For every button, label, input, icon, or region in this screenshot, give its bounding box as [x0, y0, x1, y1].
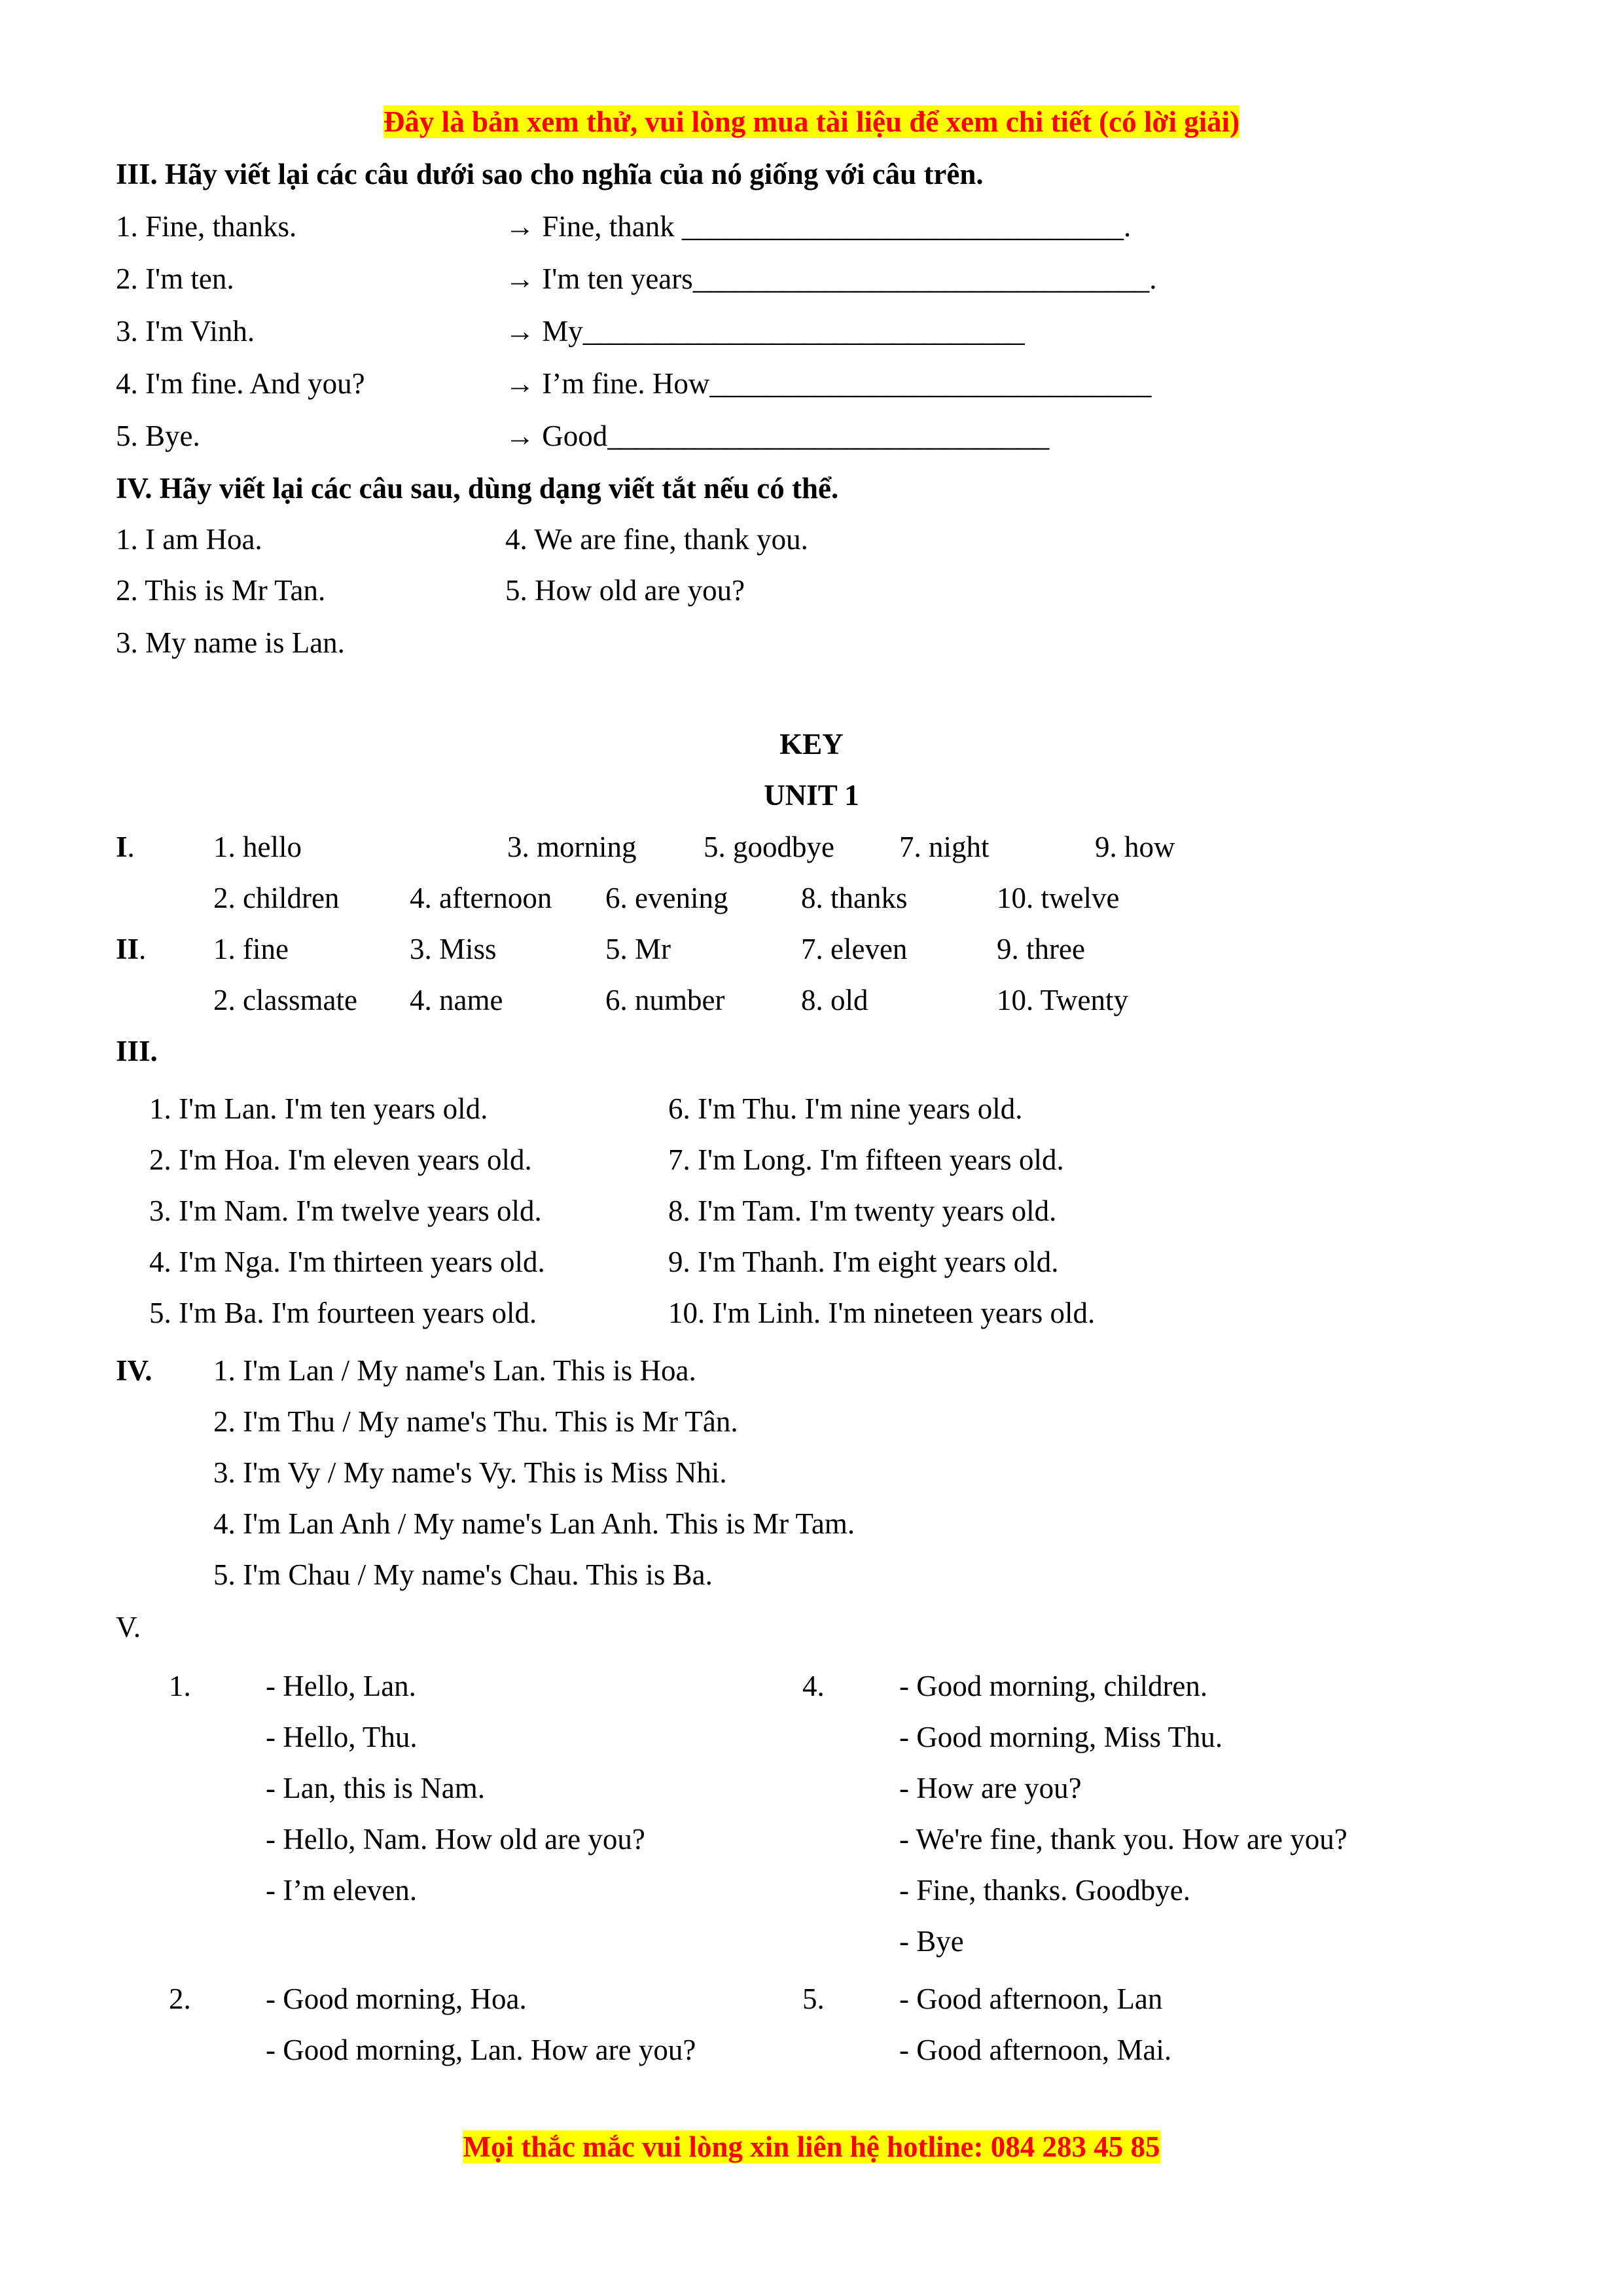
exercise-answer-blank: → I'm ten years_______________________________. [505, 262, 1157, 295]
key-answer: 6. I'm Thu. I'm nine years old. [668, 1092, 1023, 1125]
dialogue-number: 1. [169, 1670, 191, 1702]
key-answer: 6. evening [605, 882, 728, 914]
key-answer: 2. children [213, 882, 340, 914]
dialogue-number: 5. [802, 1982, 825, 2015]
key-answer: 7. I'm Long. I'm fifteen years old. [668, 1143, 1064, 1176]
key-answer: 5. Mr [605, 933, 671, 965]
dialogue-line: - Lan, this is Nam. [266, 1772, 485, 1804]
section-3-title: III. Hãy viết lại các câu dưới sao cho nghĩa của nó giống với câu trên. [116, 158, 984, 190]
dialogue-line: - Good afternoon, Mai. [899, 2034, 1172, 2066]
exercise-answer-blank: → Good______________________________ [505, 420, 1050, 452]
dialogue-line: - Hello, Nam. How old are you? [266, 1823, 645, 1856]
hotline-notice [0, 2128, 1623, 2165]
key-answer: 5. I'm Chau / My name's Chau. This is Ba. [213, 1558, 713, 1591]
key-answer: 5. goodbye [704, 831, 834, 863]
exercise-item: 1. Fine, thanks. [116, 210, 297, 243]
dialogue-line: - I’m eleven. [266, 1874, 418, 1907]
key-answer: 9. how [1095, 831, 1175, 863]
preview-notice [0, 103, 1623, 140]
key-answer: 8. thanks [801, 882, 908, 914]
section-4-title: IV. Hãy viết lại các câu sau, dùng dạng viết tắt nếu có thể. [116, 472, 839, 505]
exercise-answer-blank: → My______________________________ [505, 315, 1025, 348]
dialogue-line: - Good morning, Lan. How are you? [266, 2034, 696, 2066]
key-answer: 6. number [605, 984, 725, 1016]
exercise-item: 2. This is Mr Tan. [116, 574, 326, 607]
dialogue-line: - Fine, thanks. Goodbye. [899, 1874, 1190, 1907]
hotline-notice-text: Mọi thắc mắc vui lòng xin liên hệ hotline: 084 283 45 85 [463, 2130, 1160, 2163]
dialogue-line: - Bye [899, 1925, 964, 1958]
exercise-answer-blank: → Fine, thank ______________________________. [505, 210, 1132, 243]
key-answer: 4. name [410, 984, 503, 1016]
key-answer: 1. fine [213, 933, 289, 965]
key-answer: 8. old [801, 984, 868, 1016]
key-answer: 7. eleven [801, 933, 908, 965]
key-answer: 10. twelve [997, 882, 1120, 914]
key-answer: 10. Twenty [997, 984, 1129, 1016]
exercise-item: 5. Bye. [116, 420, 200, 452]
dialogue-number: 2. [169, 1982, 191, 2015]
key-answer: 1. hello [213, 831, 302, 863]
dialogue-number: 4. [802, 1670, 825, 1702]
exercise-item: 3. I'm Vinh. [116, 315, 255, 348]
dialogue-line: - Good morning, Miss Thu. [899, 1721, 1223, 1753]
key-part-2-label: II. [116, 933, 147, 965]
key-answer: 4. I'm Nga. I'm thirteen years old. [149, 1246, 545, 1278]
key-answer: 3. Miss [410, 933, 497, 965]
key-answer: 3. I'm Nam. I'm twelve years old. [149, 1194, 542, 1227]
key-part-4-label: IV. [116, 1354, 152, 1387]
key-answer: 5. I'm Ba. I'm fourteen years old. [149, 1297, 537, 1329]
dialogue-line: - Hello, Thu. [266, 1721, 418, 1753]
unit-title: UNIT 1 [764, 779, 859, 812]
exercise-item: 3. My name is Lan. [116, 626, 345, 659]
key-answer: 1. I'm Lan. I'm ten years old. [149, 1092, 488, 1125]
exercise-item: 5. How old are you? [505, 574, 745, 607]
preview-notice-text: Đây là bản xem thử, vui lòng mua tài liệu để xem chi tiết (có lời giải) [383, 105, 1240, 138]
key-answer: 1. I'm Lan / My name's Lan. This is Hoa. [213, 1354, 696, 1387]
key-answer: 2. I'm Thu / My name's Thu. This is Mr Tân. [213, 1405, 738, 1438]
exercise-item: 2. I'm ten. [116, 262, 234, 295]
key-answer: 4. afternoon [410, 882, 552, 914]
key-answer: 3. I'm Vy / My name's Vy. This is Miss Nhi. [213, 1456, 727, 1489]
key-part-5-label: V. [116, 1611, 141, 1643]
key-answer: 9. I'm Thanh. I'm eight years old. [668, 1246, 1059, 1278]
dialogue-line: - We're fine, thank you. How are you? [899, 1823, 1347, 1856]
key-answer: 7. night [899, 831, 990, 863]
key-part-1-label: I. [116, 831, 135, 863]
dialogue-line: - Good morning, children. [899, 1670, 1208, 1702]
key-answer: 9. three [997, 933, 1085, 965]
dialogue-line: - Hello, Lan. [266, 1670, 416, 1702]
exercise-item: 1. I am Hoa. [116, 523, 262, 556]
key-answer: 4. I'm Lan Anh / My name's Lan Anh. This is Mr Tam. [213, 1507, 855, 1540]
key-answer: 2. classmate [213, 984, 357, 1016]
dialogue-line: - How are you? [899, 1772, 1082, 1804]
dialogue-line: - Good morning, Hoa. [266, 1982, 527, 2015]
key-answer: 10. I'm Linh. I'm nineteen years old. [668, 1297, 1096, 1329]
key-answer: 8. I'm Tam. I'm twenty years old. [668, 1194, 1057, 1227]
exercise-item: 4. We are fine, thank you. [505, 523, 808, 556]
key-answer: 2. I'm Hoa. I'm eleven years old. [149, 1143, 532, 1176]
dialogue-line: - Good afternoon, Lan [899, 1982, 1163, 2015]
exercise-answer-blank: → I’m fine. How______________________________ [505, 367, 1152, 400]
key-title: KEY [779, 728, 844, 761]
key-part-3-label: III. [116, 1035, 158, 1067]
key-answer: 3. morning [507, 831, 637, 863]
exercise-item: 4. I'm fine. And you? [116, 367, 365, 400]
